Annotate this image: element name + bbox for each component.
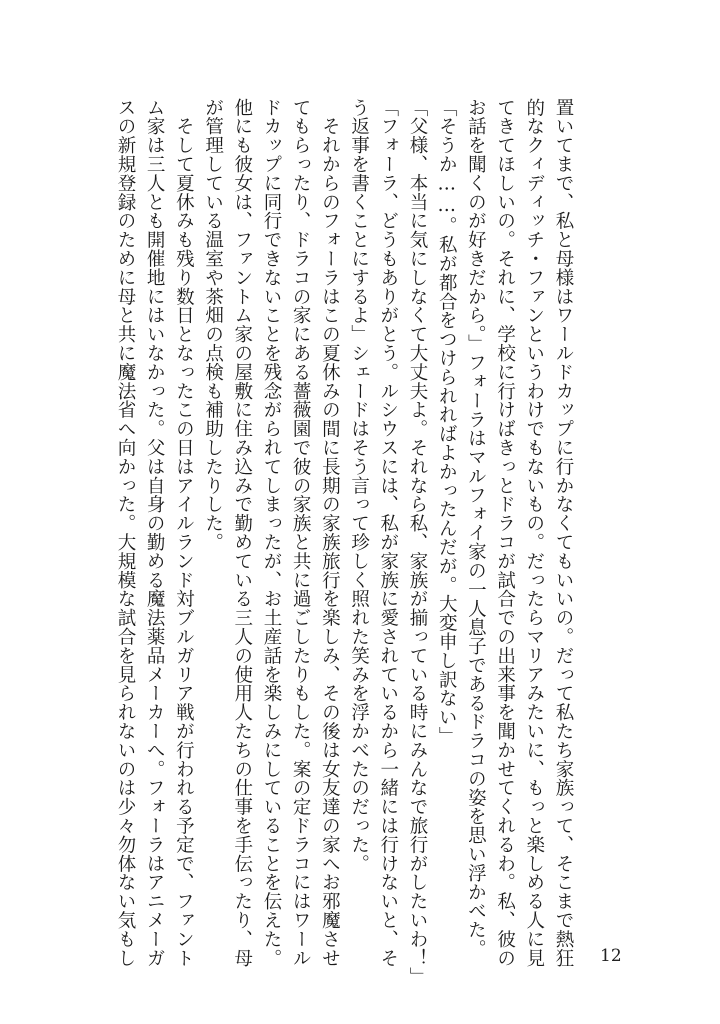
text-line: てきてほしいの。それに、学校に行けばきっとドラコが試合での出来事を聞かせてくれるわ。私、彼の <box>494 98 516 968</box>
page-number: 12 <box>600 946 622 966</box>
text-line: てもらったり、ドラコの家にある薔薇園で彼の家族と共に過ごしたりもした。案の定ドラコにはワール <box>290 98 312 968</box>
text-line: お話を聞くのが好きだから。」フォーラはマルフォイ家の一人息子であるドラコの姿を思い浮かべた。 <box>465 98 487 959</box>
text-line: ドカップに同行できないことを残念がられてしまったが、お土産話を楽しみにしていることを伝えた。 <box>260 98 282 968</box>
text-line: 的なクィディッチ・ファンというわけでもないもの。だったらマリアみたいに、もっと楽しめる人に見 <box>523 98 545 968</box>
text-line: 他にも彼女は、ファントム家の屋敷に住み込みで勤めている三人の使用人たちの仕事を手伝ったり、母 <box>231 98 253 968</box>
text-line: 「フォーラ、どうもありがとう。ルシウスには、私が家族に愛されているから一緒には行けないと、そ <box>377 98 399 968</box>
text-line: そして夏休みも残り数日となったこの日はアイルランド対ブルガリア戦が行われる予定で、ファント <box>173 98 195 968</box>
text-line: それからのフォーラはこの夏休みの間に長期の家族旅行を楽しみ、その後は女友達の家へお邪魔させ <box>319 98 341 968</box>
body-text <box>108 98 578 987</box>
text-line: スの新規登録のために母と共に魔法省へ向かった。大規模な試合を見られないのは少々勿体ない気もし <box>114 98 136 968</box>
text-line: う返事を書くことにするよ」シェードはそう言って珍しく照れた笑みを浮かべたのだった。 <box>348 98 370 873</box>
text-line: が管理している温室や茶畑の点検も補助したりした。 <box>202 98 224 552</box>
text-line: 「そうか……。私が都合をつけられればよかったんだが。大変申し訳ない」 <box>436 98 458 746</box>
text-line: ム家は三人とも開催地にはいなかった。父は自身の勤める魔法薬品メーカーへ。フォーラはアニメーガ <box>144 98 166 968</box>
text-line: 置いてまで、私と母様はワールドカップに行かなくてもいいの。だって私たち家族って、そこまで熱狂 <box>553 98 574 968</box>
text-line: 「父様、本当に気にしなくて大丈夫よ。それなら私、家族が揃っている時にみんなで旅行がしたいわ！」 <box>406 98 428 987</box>
